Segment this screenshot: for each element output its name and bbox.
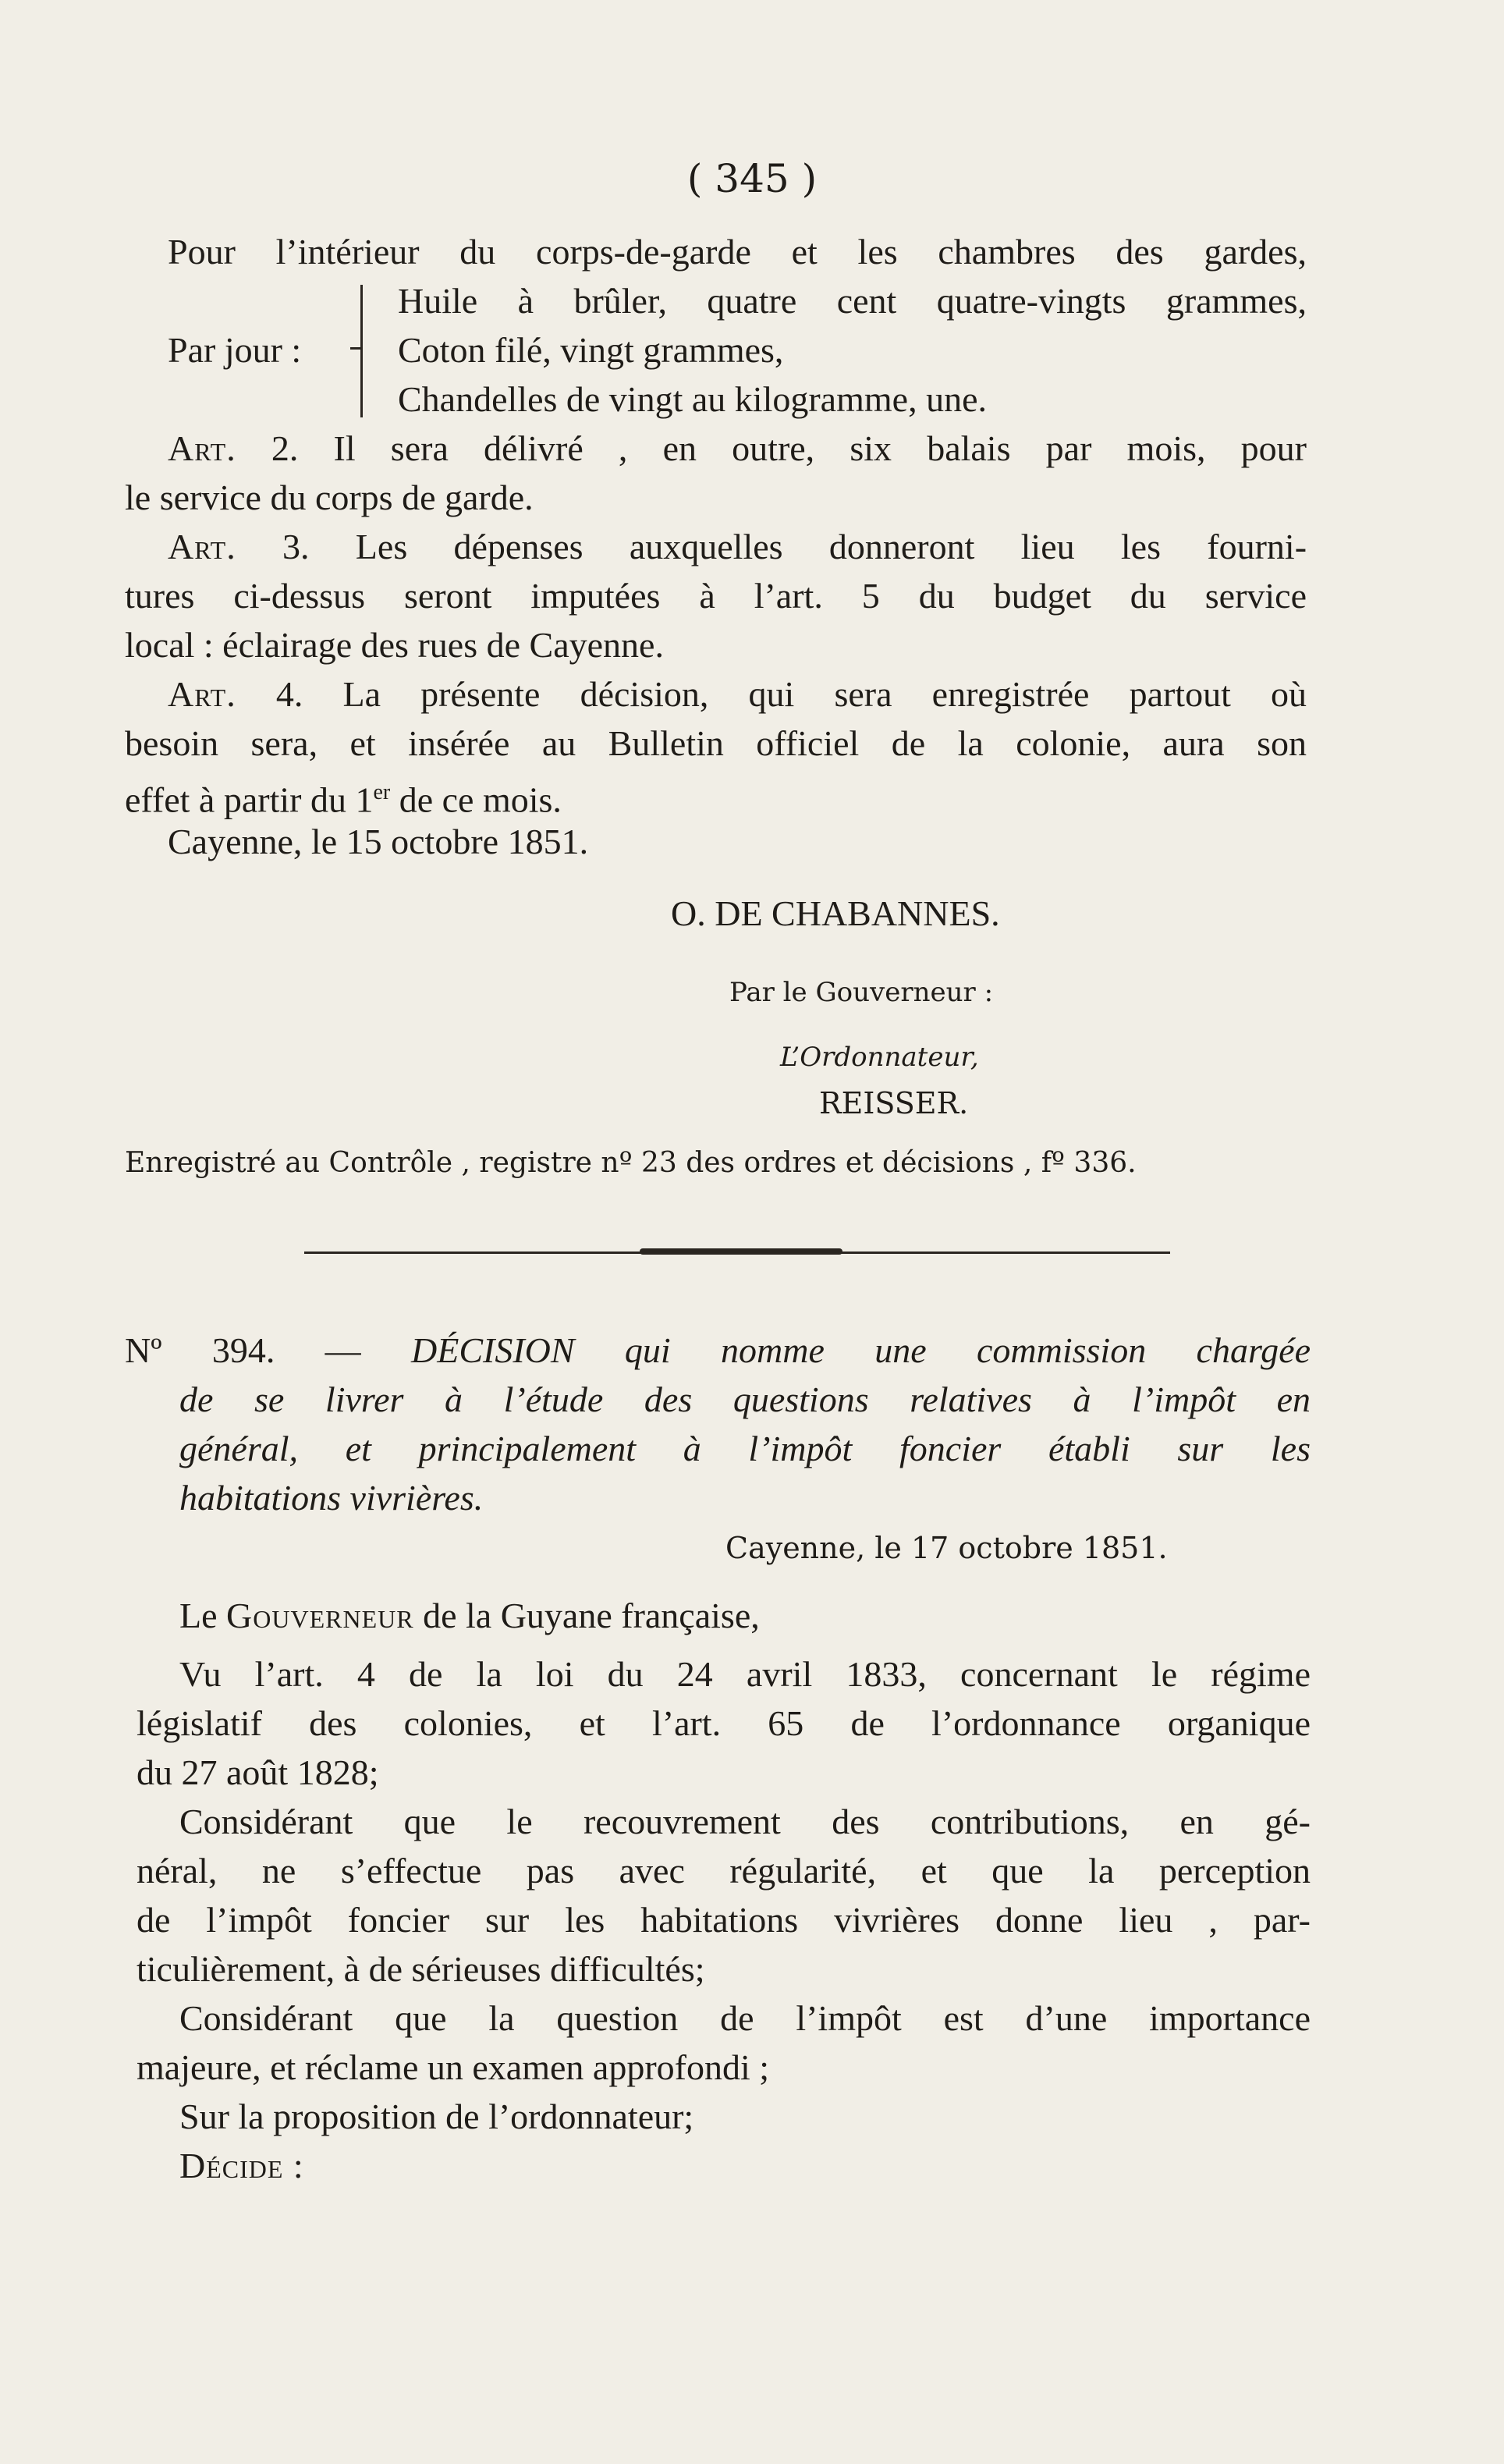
article-text: Les dépenses auxquelles donneront lieu les fourni- — [355, 527, 1307, 566]
article-text: effet à partir du 1 — [125, 779, 374, 820]
article-label: Art. — [168, 428, 236, 468]
article-text: La présente décision, qui sera enregistrée partout où — [342, 674, 1307, 714]
vu-line2: législatif des colonies, et l’art. 65 de l’ordonnance organique — [137, 1703, 1311, 1743]
considerant1-line3: de l’impôt foncier sur les habitations vivrières donne lieu , par- — [137, 1900, 1311, 1940]
article-number: 2. — [271, 428, 299, 468]
decision-number: Nº 394. — [125, 1330, 275, 1370]
article-text: Il sera délivré , en outre, six balais par mois, pour — [333, 428, 1307, 468]
signature: O. DE CHABANNES. — [671, 893, 1000, 933]
registration-note: Enregistré au Contrôle , registre nº 23 des ordres et décisions , fº 336. — [125, 1147, 1137, 1179]
supply-item: Chandelles de vingt au kilogramme, une. — [398, 379, 987, 419]
vu-line3: du 27 août 1828; — [137, 1752, 379, 1792]
considerant2-line2: majeure, et réclame un examen approfondi ; — [137, 2047, 770, 2087]
article-4-line2: besoin sera, et insérée au Bulletin officiel de la colonie, aura son — [125, 723, 1307, 763]
page-number: ( 345 ) — [686, 156, 818, 201]
decision-date: Cayenne, le 17 octobre 1851. — [725, 1531, 1168, 1565]
date-line: Cayenne, le 15 octobre 1851. — [168, 822, 589, 861]
superscript: er — [373, 780, 391, 804]
article-3-line2: tures ci-dessus seront imputées à l’art. 5 du budget du service — [125, 576, 1307, 616]
considerant1-line4: ticulièrement, à de sérieuses difficultés; — [137, 1949, 705, 1989]
decision-title: DÉCISION — [411, 1330, 575, 1370]
article-number: 4. — [275, 674, 303, 714]
gouverneur-line — [179, 1592, 760, 1640]
article-label: Art. — [168, 527, 236, 566]
decision-heading-line1 — [125, 1326, 1311, 1375]
ordonnateur-label: L’Ordonnateur, — [780, 1042, 979, 1073]
gouverneur-text: Le — [179, 1596, 227, 1635]
brace — [360, 285, 377, 417]
supply-item: Coton filé, vingt grammes, — [398, 330, 784, 370]
considerant2-line1: Considérant que la question de l’impôt est d’une importance — [179, 1998, 1311, 2038]
gouverneur-title: Gouverneur — [226, 1596, 414, 1635]
decision-heading-line2: de se livrer à l’étude des questions relatives à l’impôt en — [179, 1379, 1311, 1419]
article-3-line3: local : éclairage des rues de Cayenne. — [125, 625, 664, 665]
decision-heading-line4: habitations vivrières. — [179, 1478, 484, 1518]
dash: — — [275, 1330, 412, 1370]
considerant1-line2: néral, ne s’effectue pas avec régularité, et que la perception — [137, 1851, 1311, 1891]
decision-heading-text: qui nomme une commission chargée — [574, 1330, 1311, 1370]
supply-item: Huile à brûler, quatre cent quatre-vingts grammes, — [398, 281, 1307, 321]
article-2-line2: le service du corps de garde. — [125, 478, 534, 517]
considerant1-line1: Considérant que le recouvrement des contributions, en gé- — [179, 1802, 1311, 1841]
article-4-line1 — [168, 670, 1307, 719]
article-4-line3 — [125, 769, 562, 824]
intro-line: Pour l’intérieur du corps-de-garde et les chambres des gardes, — [168, 232, 1307, 272]
par-le-gouverneur: Par le Gouverneur : — [729, 977, 994, 1008]
decide-label: Décide : — [179, 2146, 304, 2185]
vu-line1: Vu l’art. 4 de la loi du 24 avril 1833, concernant le régime — [179, 1654, 1311, 1694]
sur-proposition: Sur la proposition de l’ordonnateur; — [179, 2097, 694, 2136]
decision-heading-line3: général, et principalement à l’impôt foncier établi sur les — [179, 1429, 1311, 1468]
reisser-signature: REISSER. — [819, 1086, 969, 1120]
article-3-line1 — [168, 523, 1307, 571]
article-label: Art. — [168, 674, 236, 714]
article-text: de ce mois. — [390, 779, 562, 820]
gouverneur-text: de la Guyane française, — [413, 1596, 760, 1635]
article-number: 3. — [282, 527, 310, 566]
article-2-line1 — [168, 424, 1307, 473]
section-divider-ornament — [640, 1248, 842, 1255]
par-jour-label: Par jour : — [168, 330, 302, 370]
